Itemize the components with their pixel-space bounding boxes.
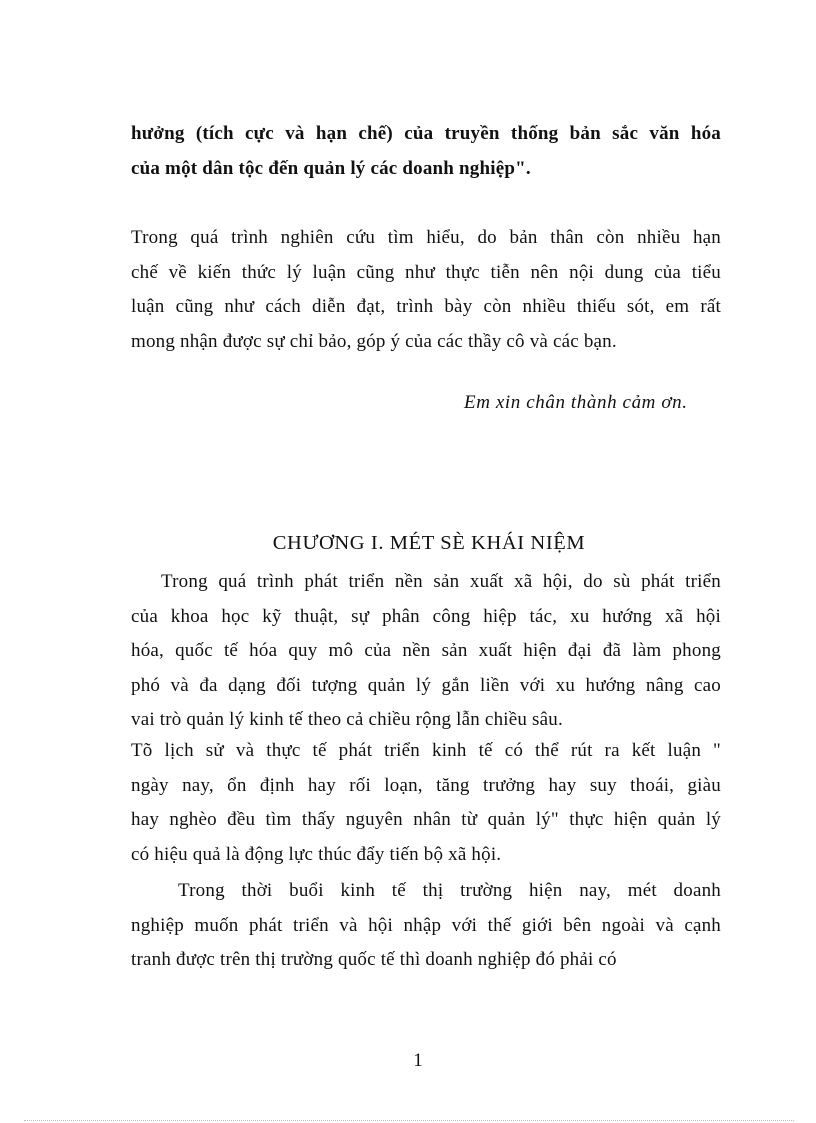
page-number: 1 [413, 1050, 423, 1071]
chapter-paragraph-2 [131, 734, 721, 872]
text-line: Tõ lịch sử và thực tế phát triển kinh tế có thể rút ra kết luận " [131, 740, 721, 761]
text-line: phó và đa dạng đối tượng quản lý gắn liền với xu hướng nâng cao [131, 674, 721, 696]
chapter-paragraph-1 [131, 565, 721, 738]
text-line: của một dân tộc đến quản lý các doanh nghiệp". [131, 157, 531, 179]
text-line: mong nhận được sự chỉ bảo, góp ý của các thầy cô và các bạn. [131, 330, 617, 352]
text-line: tranh được trên thị trường quốc tế thì doanh nghiệp đó phải có [131, 949, 617, 970]
text-line: vai trò quản lý kinh tế theo cả chiều rộng lẫn chiều sâu. [131, 709, 563, 730]
text-line: hưởng (tích cực và hạn chế) của truyền thống bản sắc văn hóa [131, 123, 721, 144]
text-line: luận cũng như cách diễn đạt, trình bày còn nhiều thiếu sót, em rất [131, 296, 721, 317]
text-line: Trong quá trình phát triển nền sản xuất xã hội, do sù phát triển [161, 571, 721, 592]
text-line: nghiệp muốn phát triển và hội nhập với thế giới bên ngoài và cạnh [131, 914, 721, 936]
chapter-paragraph-3 [131, 874, 721, 978]
text-line: hóa, quốc tế hóa quy mô của nền sản xuất hiện đại đã làm phong [131, 640, 721, 661]
text-line: Trong quá trình nghiên cứu tìm hiểu, do bản thân còn nhiều hạn [131, 227, 721, 248]
text-line: Trong thời buổi kinh tế thị trường hiện nay, mét doanh [178, 880, 721, 901]
chapter-title: CHƯƠNG I. MÉT SÈ KHÁI NIỆM [272, 532, 586, 554]
text-line: của khoa học kỹ thuật, sự phân công hiệp tác, xu hướng xã hội [131, 605, 721, 627]
text-line: có hiệu quả là động lực thúc đẩy tiến bộ xã hội. [131, 843, 502, 865]
thanks-signature: Em xin chân thành cảm ơn. [464, 392, 688, 413]
text-line: ngày nay, ổn định hay rối loạn, tăng trưởng hay suy thoái, giàu [131, 774, 721, 796]
thanks-paragraph [131, 221, 721, 359]
text-line: hay nghèo đều tìm thấy nguyên nhân từ quản lý" thực hiện quản lý [131, 809, 721, 830]
footer-dotted-rule [24, 1120, 794, 1121]
intro-bold-paragraph [131, 117, 721, 186]
text-line: chế về kiến thức lý luận cũng như thực tiễn nên nội dung của tiểu [131, 261, 721, 283]
